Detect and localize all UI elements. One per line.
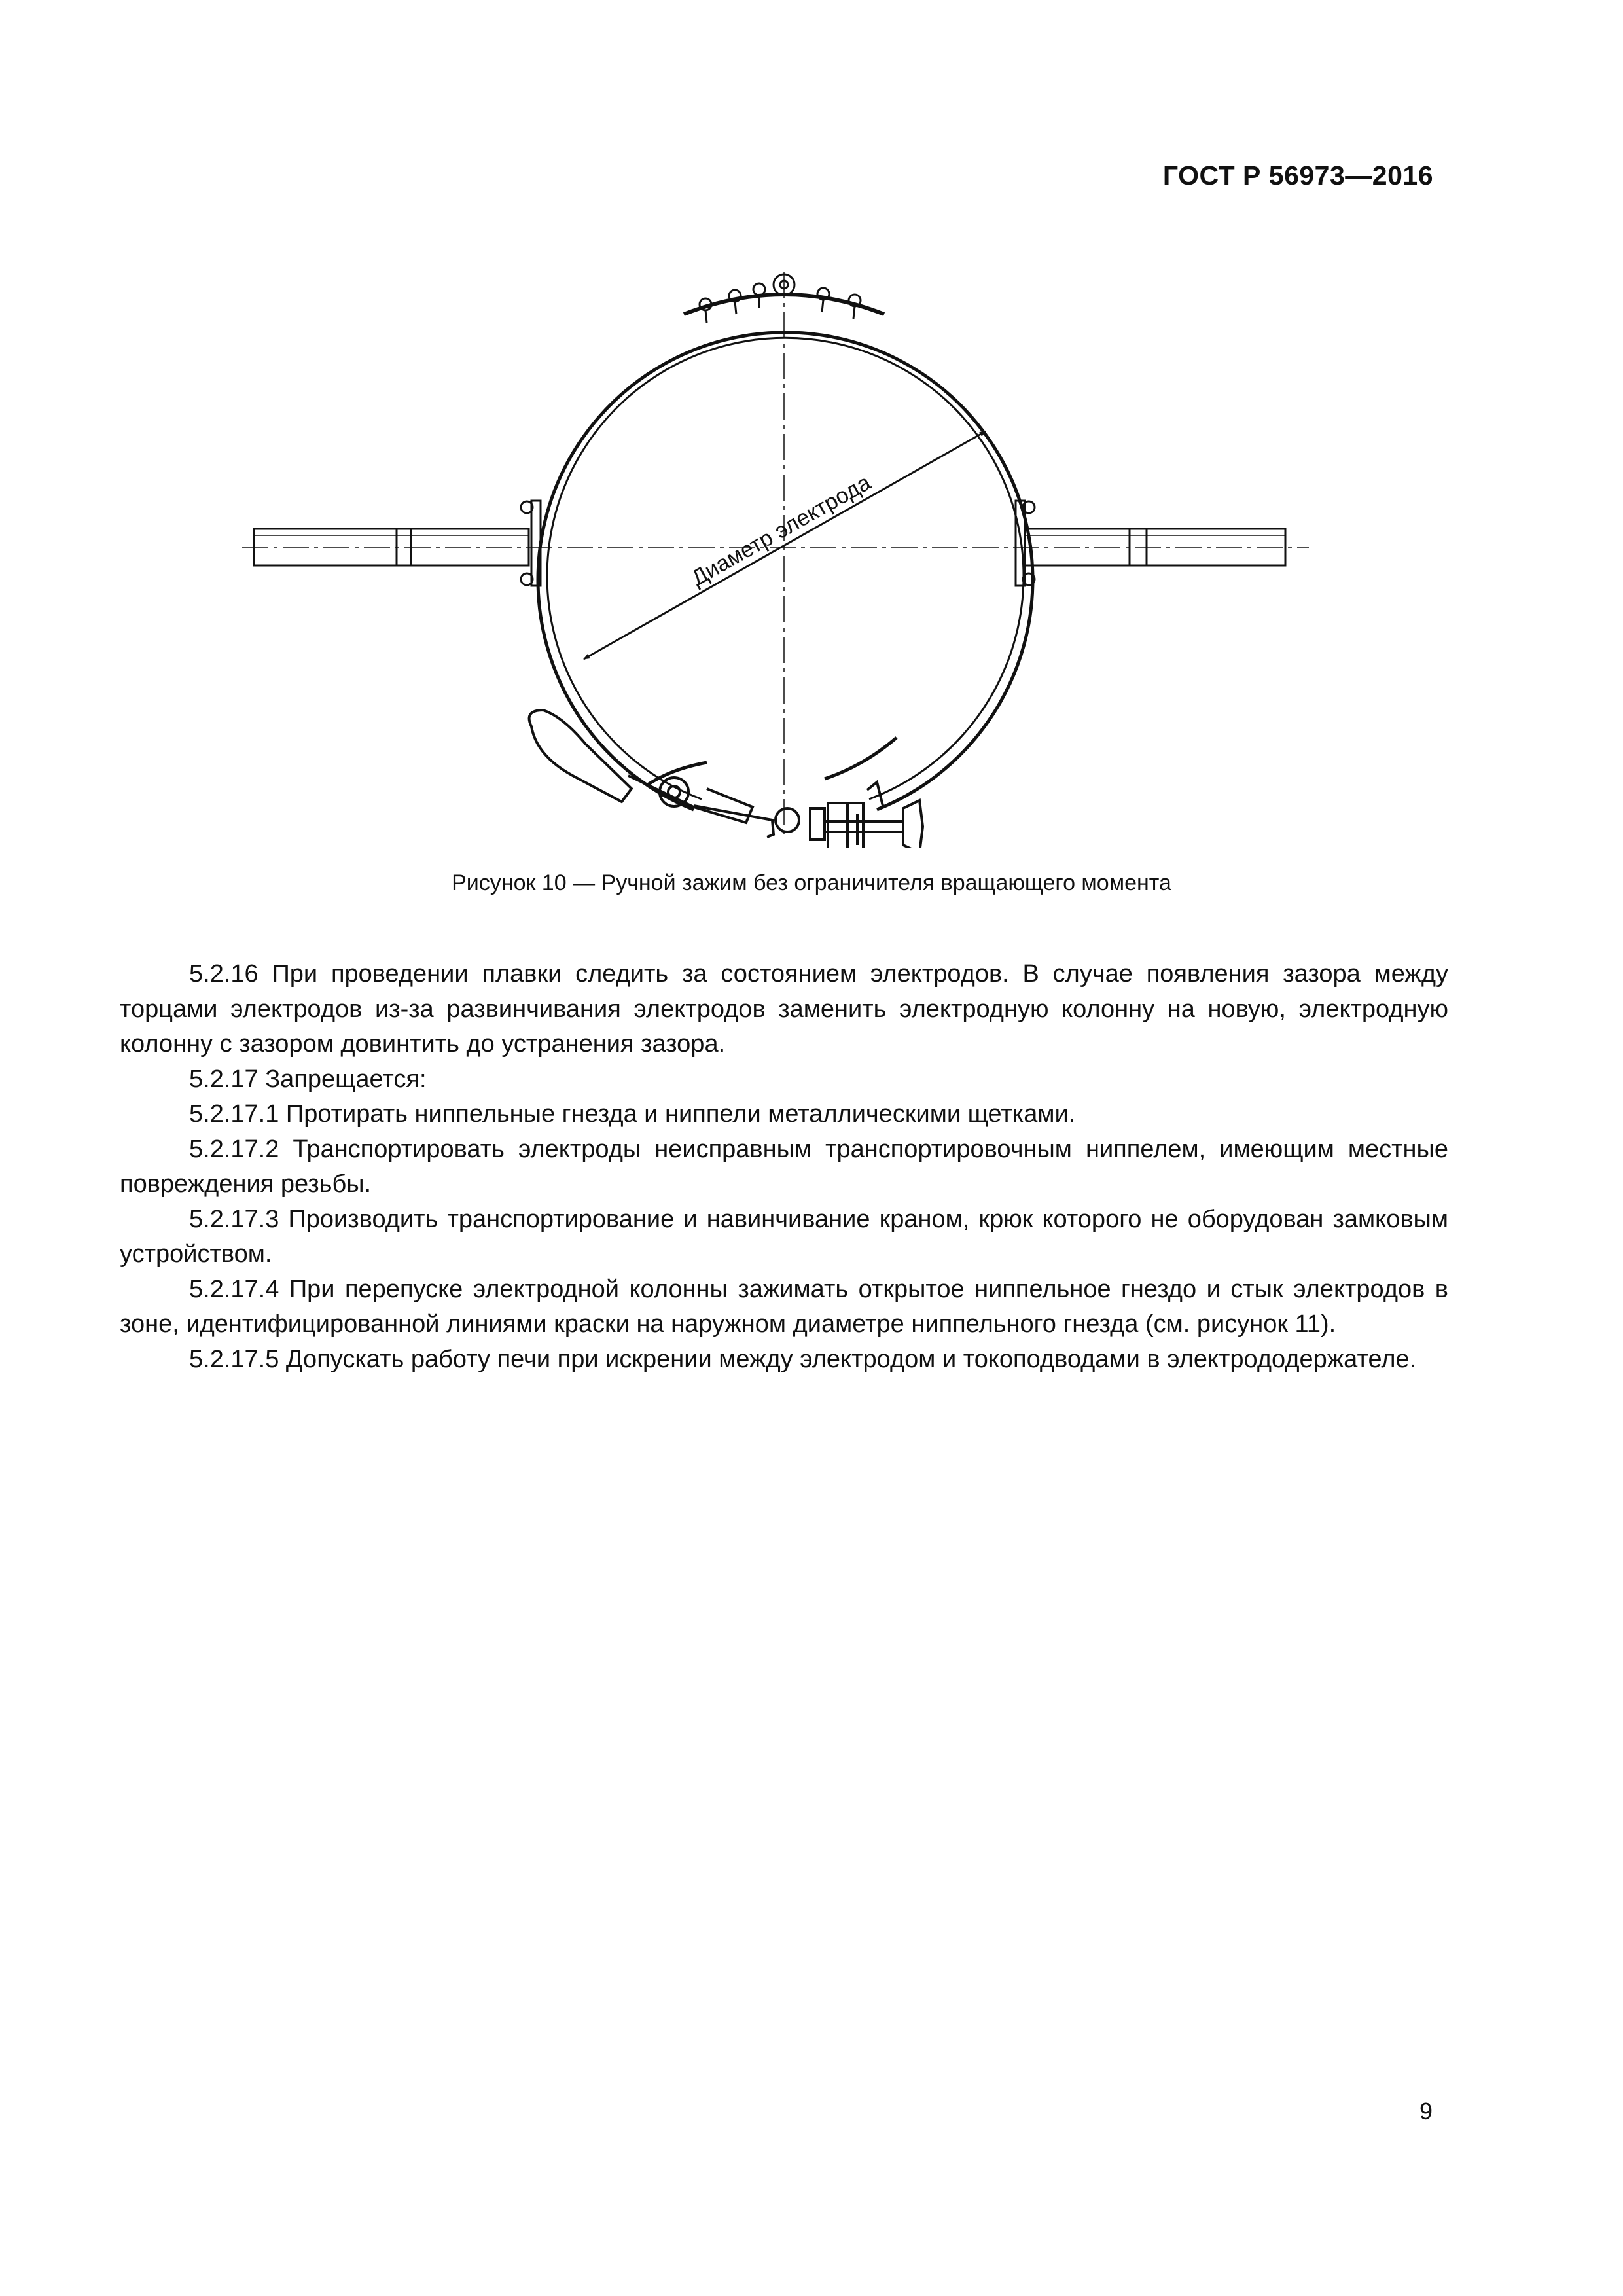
paragraph-5-2-16: 5.2.16 При проведении плавки следить за состоянием электродов. В случае появления зазора между торцами электродов из-за развинчивания электродов заменить электродную колонну на новую, электродную колонну с зазором довинтить до устранения зазора. [120, 960, 1448, 1058]
paragraph-5-2-17-1: 5.2.17.1 Протирать ниппельные гнезда и ниппели металлическими щетками. [189, 1100, 1076, 1128]
diameter-label: Диаметр электрода [687, 470, 875, 591]
paragraph-5-2-17-3: 5.2.17.3 Производить транспортирование и навинчивание краном, крюк которого не оборудован замковым устройством. [120, 1205, 1448, 1268]
band-ends [647, 738, 897, 785]
paragraph-5-2-17-5: 5.2.17.5 Допускать работу печи при искрении между электродом и токоподводами в электрододержателе. [189, 1345, 1417, 1373]
diameter-dimension-line [584, 431, 986, 659]
page-number: 9 [1419, 2098, 1433, 2125]
figure-10 [236, 259, 1322, 848]
center-lines [242, 272, 1309, 834]
clamp-ring [538, 332, 1033, 810]
clamp-drawing [236, 259, 1322, 848]
paragraph-5-2-17-4: 5.2.17.4 При перепуске электродной колонны зажимать открытое ниппельное гнездо и стык электродов в зоне, идентифицированной линиями краски на наружном диаметре ниппельного гнезда (см. рисунок 11). [120, 1275, 1448, 1338]
paragraph-5-2-17: 5.2.17 Запрещается: [189, 1065, 427, 1093]
document-code: ГОСТ Р 56973—2016 [1162, 160, 1433, 190]
figure-caption: Рисунок 10 — Ручной зажим без ограничителя вращающего момента [452, 870, 1171, 895]
body-text [120, 957, 1448, 1377]
paragraph-5-2-17-2: 5.2.17.2 Транспортировать электроды неисправным транспортировочным ниппелем, имеющим местные повреждения резьбы. [120, 1135, 1448, 1198]
clamp-screw [776, 782, 923, 848]
